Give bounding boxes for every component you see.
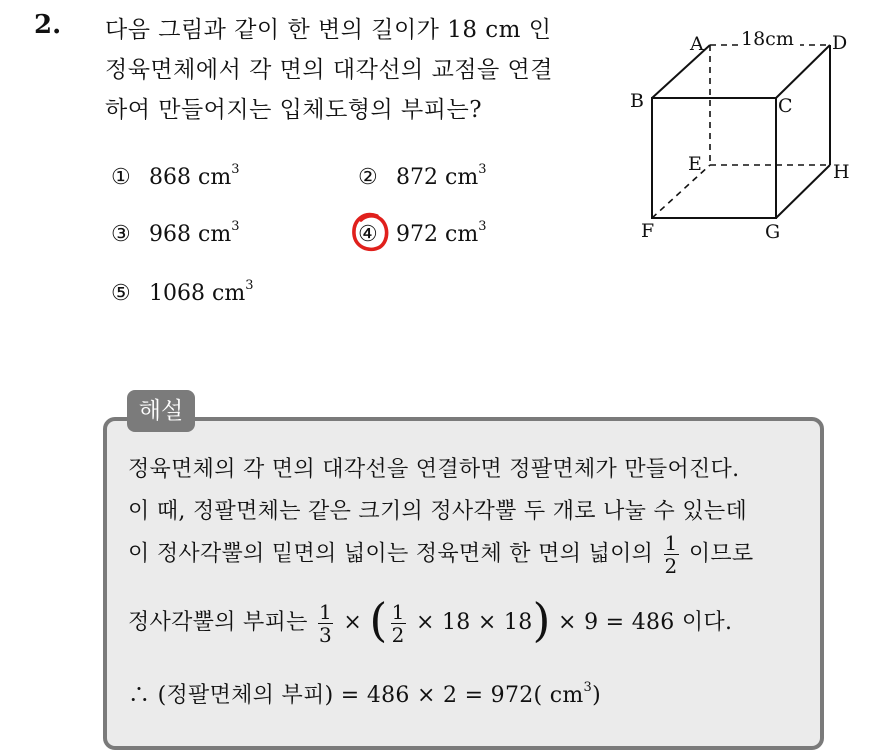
solution-line-2: 이 때, 정팔면체는 같은 크기의 정사각뿔 두 개로 나눌 수 있는데	[128, 499, 748, 524]
choice-value: 972	[396, 222, 438, 247]
vertex-d-label: D	[832, 32, 848, 54]
solution-unit: cm	[549, 683, 584, 708]
question-line-1: 다음 그림과 같이 한 변의 길이가 18 cm 인	[105, 17, 552, 43]
edge-length-label: 18cm	[741, 28, 794, 50]
solution-close-paren: )	[592, 683, 602, 708]
choice-5[interactable]	[111, 278, 254, 306]
vertex-e-label: E	[688, 153, 702, 175]
inner-product: × 18 × 18	[415, 610, 533, 635]
solution-line-5-text: ∴ (정팔면체의 부피) = 486 × 2 = 972(	[128, 683, 543, 708]
answer-circle-icon	[349, 211, 391, 255]
choice-marker: ③	[111, 222, 131, 247]
solution-line-4-end: × 9 = 486 이다.	[558, 610, 733, 635]
times-symbol: ×	[343, 610, 363, 635]
solution-line-4	[128, 593, 733, 647]
vertex-h-label: H	[833, 161, 850, 183]
question-line-3: 하여 만들어지는 입체도형의 부피는?	[105, 97, 483, 123]
solution-line-5	[128, 678, 601, 709]
solution-line-3-text: 이 정사각뿔의 밑면의 넓이는 정육면체 한 면의 넓이의	[128, 541, 654, 567]
fraction-one-half: $\frac{1}{2}$	[664, 531, 678, 578]
fraction-one-half-2: $\frac{1}{2}$	[391, 599, 405, 647]
choice-unit: cm	[198, 222, 232, 247]
vertex-c-label: C	[778, 95, 793, 117]
solution-exponent: 3	[583, 680, 593, 695]
question-line-2: 정육면체에서 각 면의 대각선의 교점을 연결	[105, 57, 553, 83]
choice-value: 968	[149, 222, 191, 247]
left-paren: (	[369, 593, 388, 647]
choice-unit: cm	[445, 222, 479, 247]
choice-unit: cm	[212, 281, 246, 306]
choice-value: 1068	[149, 281, 205, 306]
choice-exponent: 3	[478, 162, 487, 177]
vertex-a-label: A	[690, 33, 704, 55]
right-paren: )	[532, 593, 551, 647]
choice-value: 868	[149, 165, 191, 190]
choice-value: 872	[396, 165, 438, 190]
choice-exponent: 3	[478, 219, 487, 234]
question-number: 2.	[34, 10, 62, 40]
choice-2[interactable]	[358, 162, 487, 190]
solution-line-1: 정육면체의 각 면의 대각선을 연결하면 정팔면체가 만들어진다.	[128, 457, 740, 482]
solution-line-3	[128, 532, 753, 577]
choice-1[interactable]	[111, 162, 240, 190]
vertex-f-label: F	[641, 220, 655, 242]
choice-4[interactable]	[358, 219, 487, 247]
solution-tag: 해설	[127, 390, 195, 432]
choice-exponent: 3	[231, 219, 240, 234]
choice-3[interactable]	[111, 219, 240, 247]
cube-figure	[600, 20, 870, 255]
choice-marker: ⑤	[111, 281, 131, 306]
choice-unit: cm	[445, 165, 479, 190]
vertex-b-label: B	[630, 90, 644, 112]
solution-line-3-end: 이므로	[688, 541, 754, 567]
choice-marker: ②	[358, 165, 378, 190]
choice-unit: cm	[198, 165, 232, 190]
solution-line-4-text: 정사각뿔의 부피는	[128, 610, 308, 635]
choice-marker: ①	[111, 165, 131, 190]
choice-marker: ④	[358, 222, 396, 247]
choice-exponent: 3	[245, 278, 254, 293]
vertex-g-label: G	[765, 221, 781, 243]
choice-exponent: 3	[231, 162, 240, 177]
fraction-one-third: $\frac{1}{3}$	[319, 599, 333, 647]
